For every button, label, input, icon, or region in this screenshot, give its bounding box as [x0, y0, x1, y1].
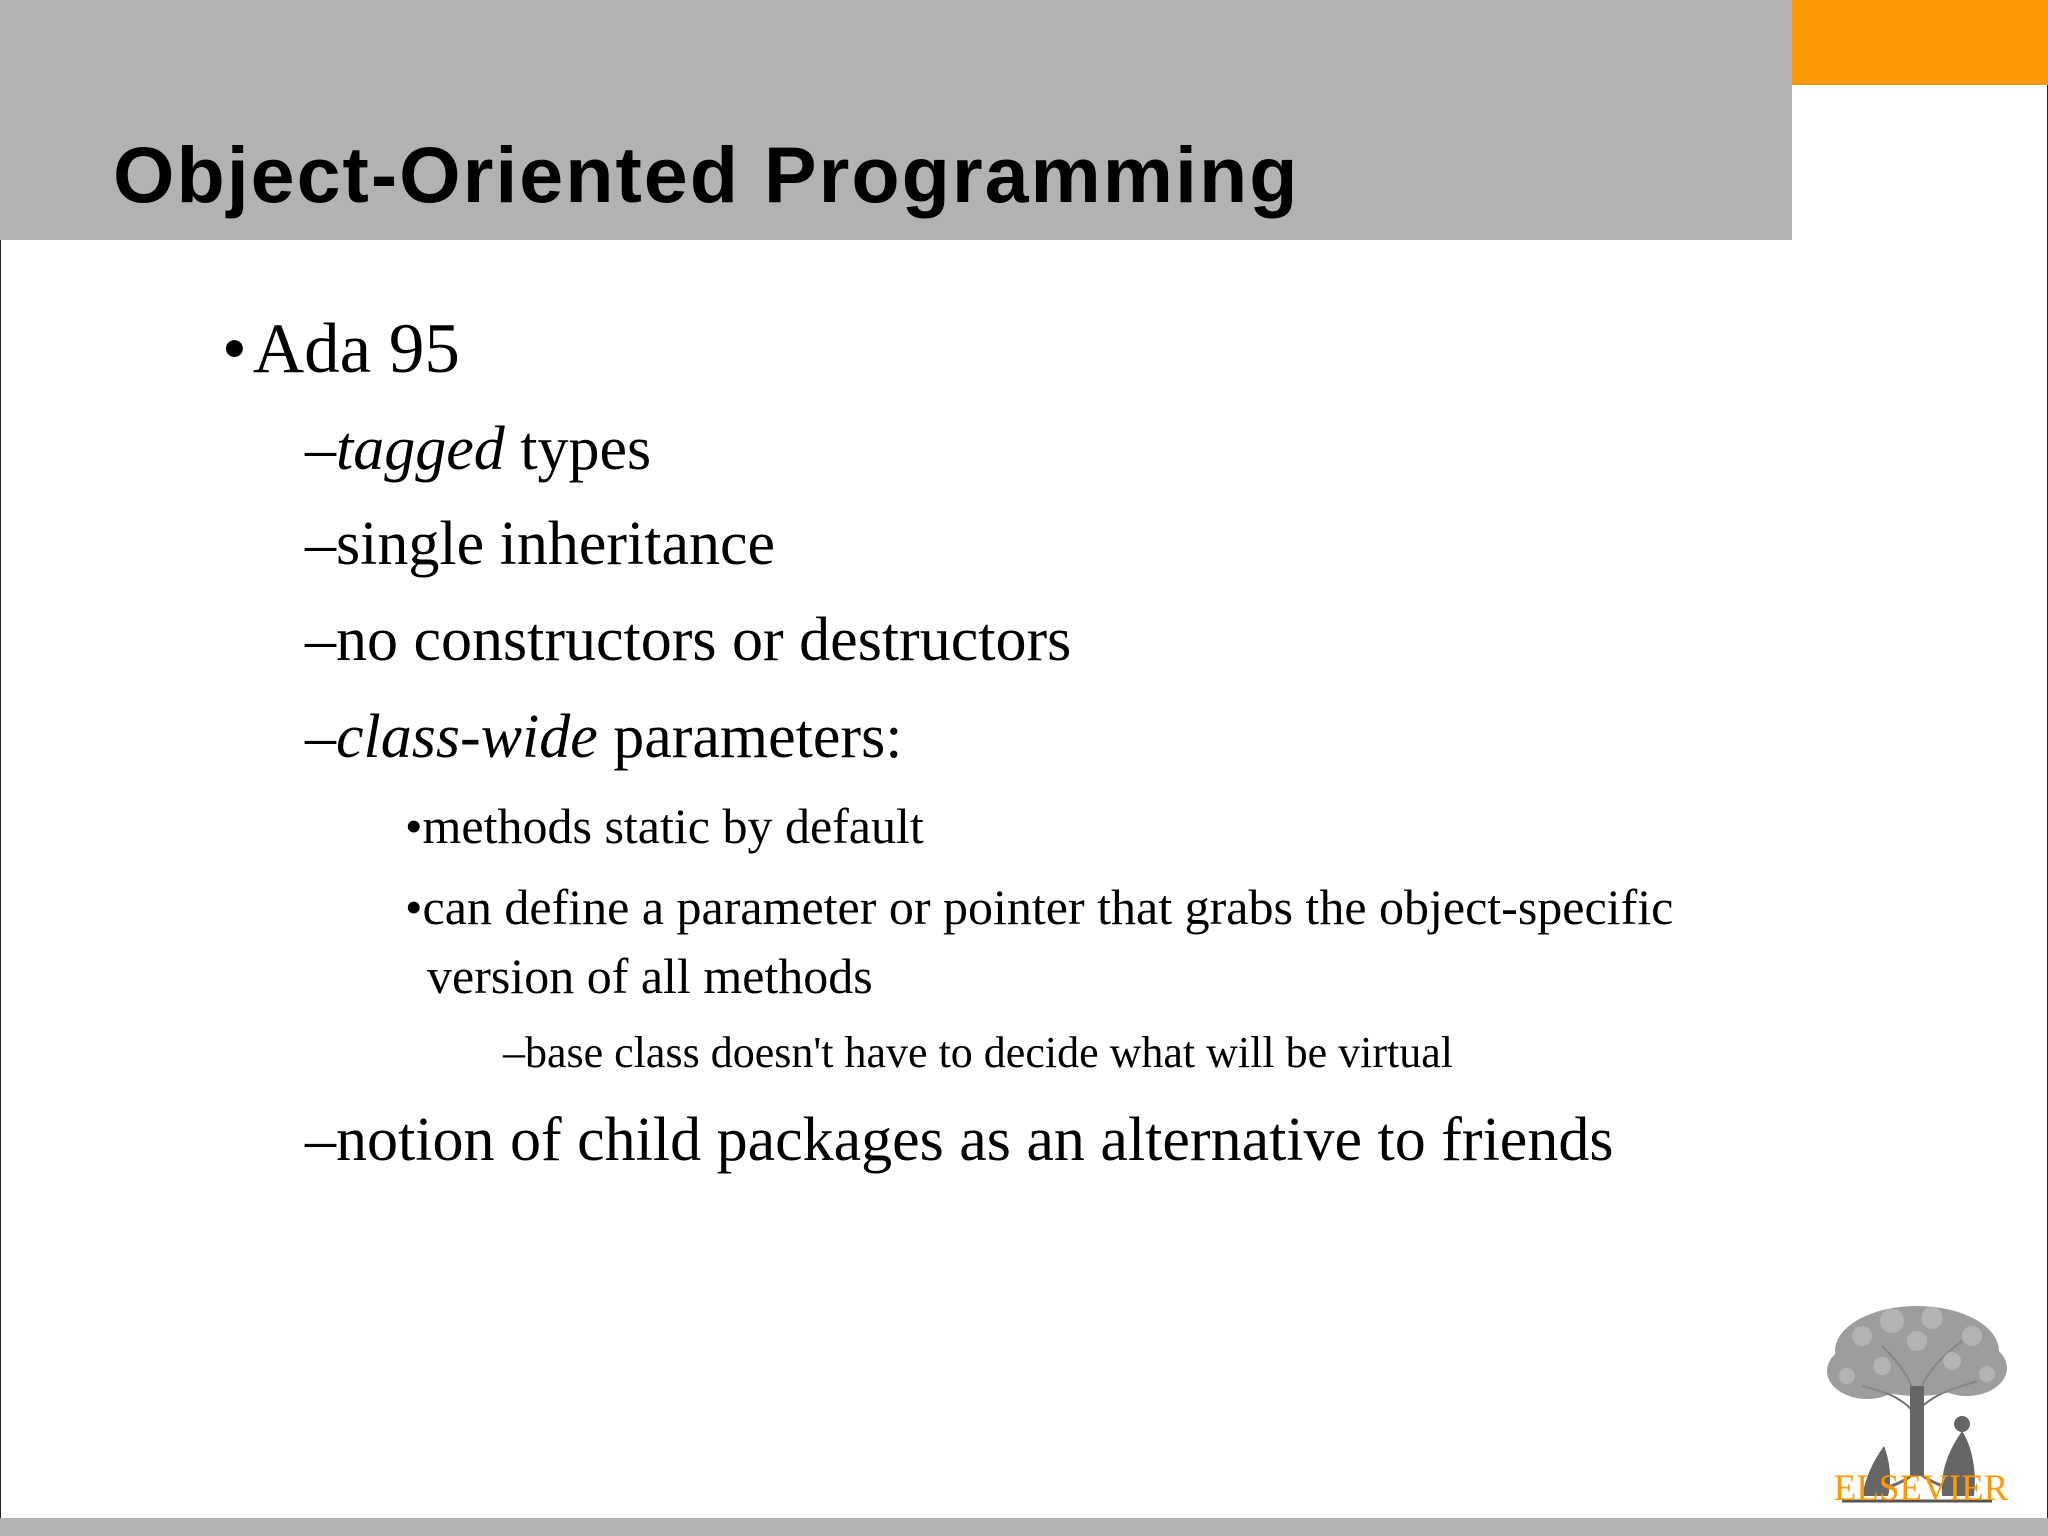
- elsevier-wordmark: ELSEVIER: [1833, 1468, 2009, 1509]
- subitem-single-inheritance: [305, 510, 775, 578]
- dash-marker: –: [503, 1028, 525, 1077]
- detail-text: base class doesn't have to decide what will be virtual: [525, 1028, 1453, 1077]
- dash-marker: –: [305, 415, 336, 483]
- subitem-child-packages: [305, 1106, 1614, 1174]
- dash-marker: –: [305, 606, 336, 674]
- bullet-marker: •: [405, 798, 423, 854]
- dash-marker: –: [305, 510, 336, 578]
- bottom-strip: [0, 1518, 2048, 1536]
- subitem-class-wide: [305, 703, 903, 771]
- bullet-marker: •: [405, 879, 423, 935]
- subsubitem-text: version of all methods: [427, 948, 873, 1004]
- subsubitem-text: can define a parameter or pointer that grabs the object-specific: [422, 879, 1674, 935]
- detail-base-class: [503, 1028, 1453, 1077]
- accent-block: [1792, 0, 2048, 85]
- subsubitem-text: methods static by default: [422, 798, 924, 854]
- subsubitem-methods-static: [405, 798, 924, 854]
- subitem-constructors: [305, 606, 1072, 674]
- subitem-text: notion of child packages as an alternative to friends: [336, 1106, 1614, 1174]
- emphasis-text: class-wide: [336, 703, 598, 771]
- subsubitem-define-line1: [405, 879, 1674, 935]
- dash-marker: –: [305, 1106, 336, 1174]
- bullet-marker: •: [222, 310, 247, 388]
- subitem-text: no constructors or destructors: [336, 606, 1072, 674]
- subsubitem-define-line2: [427, 948, 873, 1004]
- subitem-text: single inheritance: [336, 510, 775, 578]
- subitem-text: parameters:: [597, 703, 903, 771]
- bullet-text: Ada 95: [252, 310, 460, 388]
- slide-title: Object-Oriented Programming: [113, 130, 1300, 219]
- emphasis-text: tagged: [336, 415, 505, 483]
- dash-marker: –: [305, 703, 336, 771]
- subitem-text: types: [504, 415, 652, 483]
- bullet-ada: [222, 310, 460, 388]
- subitem-tagged-types: [305, 415, 652, 483]
